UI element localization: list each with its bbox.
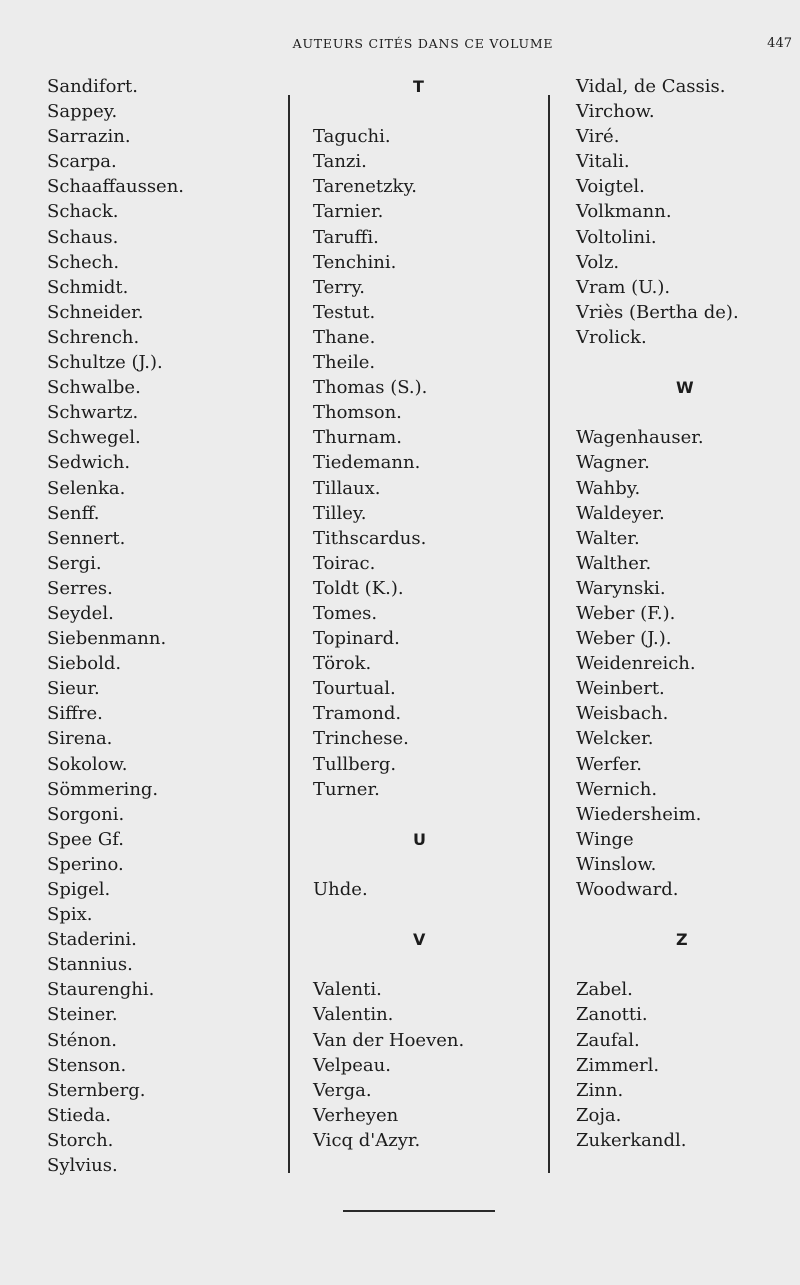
author-entry: Sylvius. — [47, 1155, 118, 1177]
section-u-list — [313, 877, 464, 902]
author-entry: Zanotti. — [576, 1004, 648, 1026]
closing-rule — [343, 1210, 495, 1212]
author-column-2 — [313, 74, 464, 1153]
author-entry: Tiedemann. — [313, 452, 421, 474]
author-entry: Uhde. — [313, 879, 368, 900]
author-entry: Schaaffaussen. — [47, 176, 185, 198]
author-entry: Wiedersheim. — [576, 803, 702, 825]
author-entry: Weidenreich. — [576, 653, 696, 675]
author-column-1 — [47, 74, 184, 1178]
author-entry: Wagenhauser. — [576, 427, 704, 449]
author-entry: Tomes. — [313, 602, 378, 624]
author-entry: Tourtual. — [313, 678, 396, 700]
section-letter-v: V — [413, 930, 426, 950]
author-entry: Testut. — [313, 301, 376, 323]
running-header: AUTEURS CITÉS DANS CE VOLUME — [292, 36, 554, 51]
section-v-continued-list — [576, 74, 739, 350]
author-entry: Velpeau. — [313, 1054, 391, 1076]
author-entry: Storch. — [47, 1129, 114, 1151]
author-entry: Zimmerl. — [576, 1054, 660, 1076]
author-entry: Tilley. — [313, 502, 367, 524]
author-entry: Thomas (S.). — [313, 377, 428, 399]
author-entry: Sternberg. — [47, 1079, 146, 1101]
author-entry: Taruffi. — [313, 226, 379, 248]
author-entry: Wernich. — [576, 778, 658, 800]
author-entry: Wahby. — [576, 477, 641, 499]
author-entry: Tithscardus. — [313, 527, 427, 549]
author-entry: Viré. — [576, 126, 620, 148]
author-entry: Steiner. — [47, 1004, 118, 1026]
author-entry: Sennert. — [47, 527, 126, 549]
author-entry: Zabel. — [576, 979, 633, 1001]
author-entry: Sorgoni. — [47, 803, 125, 825]
author-column-3 — [576, 74, 739, 1153]
section-letter-z: Z — [676, 930, 688, 950]
section-gap — [313, 99, 464, 124]
author-entry: Zoja. — [576, 1104, 622, 1126]
section-letter-w: W — [676, 378, 694, 398]
author-entry: Walther. — [576, 552, 652, 574]
author-entry: Tenchini. — [313, 251, 397, 273]
section-z-list — [576, 977, 739, 1153]
author-entry: Stannius. — [47, 954, 133, 976]
author-entry: Weber (F.). — [576, 602, 676, 624]
section-gap — [313, 952, 464, 977]
author-entry: Staurenghi. — [47, 979, 155, 1001]
author-entry: Taguchi. — [313, 126, 391, 148]
author-entry: Selenka. — [47, 477, 126, 499]
author-entry: Trinchese. — [313, 728, 409, 750]
author-entry: Vicq d'Azyr. — [313, 1129, 421, 1151]
author-entry: Thomson. — [313, 402, 402, 424]
author-entry: Schrench. — [47, 326, 140, 348]
author-entry: Sandifort. — [47, 76, 138, 97]
author-entry: Tillaux. — [313, 477, 381, 499]
author-entry: Thane. — [313, 326, 376, 348]
section-w-list — [576, 425, 739, 902]
section-gap — [313, 852, 464, 877]
author-entry: Weinbert. — [576, 678, 665, 700]
author-entry: Vram (U.). — [576, 276, 671, 298]
author-entry: Schech. — [47, 251, 120, 273]
author-entry: Schaus. — [47, 226, 119, 248]
author-entry: Theile. — [313, 352, 376, 374]
author-entry: Volkmann. — [576, 201, 672, 223]
author-entry: Stieda. — [47, 1104, 111, 1126]
author-entry: Werfer. — [576, 753, 642, 775]
author-entry: Winge — [576, 828, 634, 850]
column-divider — [288, 95, 290, 1173]
author-entry: Zinn. — [576, 1079, 624, 1101]
author-entry: Schwartz. — [47, 402, 139, 424]
section-t-list — [313, 124, 464, 802]
author-entry: Törok. — [313, 653, 372, 675]
author-entry: Siebenmann. — [47, 628, 167, 650]
author-entry: Schwalbe. — [47, 377, 141, 399]
author-entry: Seydel. — [47, 602, 114, 624]
author-entry: Sokolow. — [47, 753, 128, 775]
author-entry: Spix. — [47, 904, 93, 926]
author-entry: Tarnier. — [313, 201, 384, 223]
author-entry: Warynski. — [576, 577, 666, 599]
author-entry: Terry. — [313, 276, 365, 298]
section-gap — [576, 350, 739, 375]
author-entry: Senff. — [47, 502, 100, 524]
author-entry: Wagner. — [576, 452, 650, 474]
author-entry: Scarpa. — [47, 151, 117, 173]
author-entry: Weber (J.). — [576, 628, 672, 650]
section-gap — [576, 952, 739, 977]
author-entry: Spee Gf. — [47, 828, 125, 850]
author-entry: Thurnam. — [313, 427, 402, 449]
author-entry: Schmidt. — [47, 276, 129, 298]
author-entry: Sirena. — [47, 728, 113, 750]
author-entry: Verheyen — [313, 1104, 399, 1126]
author-entry: Waldeyer. — [576, 502, 665, 524]
author-entry: Siffre. — [47, 703, 103, 725]
author-entry: Sappey. — [47, 101, 118, 123]
author-entry: Winslow. — [576, 853, 657, 875]
author-entry: Vrolick. — [576, 326, 647, 348]
author-entry: Toirac. — [313, 552, 376, 574]
author-entry: Turner. — [313, 778, 380, 800]
author-entry: Sergi. — [47, 552, 102, 574]
section-letter-u: U — [413, 829, 426, 849]
author-entry: Volz. — [576, 251, 620, 273]
author-entry: Virchow. — [576, 101, 655, 123]
author-entry: Tanzi. — [313, 151, 367, 173]
author-entry: Tramond. — [313, 703, 402, 725]
author-entry: Valentin. — [313, 1004, 394, 1026]
author-entry: Sténon. — [47, 1029, 117, 1051]
author-entry: Verga. — [313, 1079, 372, 1101]
author-entry: Tarenetzky. — [313, 176, 417, 198]
author-entry: Vriès (Bertha de). — [576, 301, 739, 323]
section-letter-t: T — [413, 77, 424, 96]
author-entry: Van der Hoeven. — [313, 1029, 465, 1051]
author-entry: Schack. — [47, 201, 119, 223]
author-entry: Staderini. — [47, 929, 137, 951]
author-entry: Sieur. — [47, 678, 100, 700]
author-entry: Sömmering. — [47, 778, 159, 800]
author-entry: Welcker. — [576, 728, 654, 750]
author-entry: Schultze (J.). — [47, 352, 163, 374]
section-gap — [576, 902, 739, 927]
author-entry: Toldt (K.). — [313, 577, 404, 599]
author-entry: Spigel. — [47, 879, 111, 900]
author-entry: Voigtel. — [576, 176, 645, 198]
author-entry: Schneider. — [47, 301, 144, 323]
author-entry: Topinard. — [313, 628, 400, 650]
section-gap — [576, 400, 739, 425]
author-entry: Voltolini. — [576, 226, 657, 248]
section-gap — [313, 902, 464, 927]
author-entry: Walter. — [576, 527, 640, 549]
section-v-list — [313, 977, 464, 1153]
page-number: 447 — [767, 36, 792, 51]
author-entry: Zaufal. — [576, 1029, 640, 1051]
author-entry: Woodward. — [576, 879, 679, 900]
author-entry: Stenson. — [47, 1054, 127, 1076]
author-entry: Vitali. — [576, 151, 630, 173]
author-entry: Vidal, de Cassis. — [576, 76, 726, 97]
author-entry: Valenti. — [313, 979, 382, 1001]
author-entry: Sperino. — [47, 853, 124, 875]
author-entry: Sarrazin. — [47, 126, 131, 148]
author-entry: Zukerkandl. — [576, 1129, 687, 1151]
author-entry: Sedwich. — [47, 452, 131, 474]
author-entry: Siebold. — [47, 653, 122, 675]
author-entry: Serres. — [47, 577, 113, 599]
author-entry: Schwegel. — [47, 427, 141, 449]
section-gap — [313, 802, 464, 827]
author-entry: Weisbach. — [576, 703, 669, 725]
column-divider — [548, 95, 550, 1173]
author-entry: Tullberg. — [313, 753, 397, 775]
